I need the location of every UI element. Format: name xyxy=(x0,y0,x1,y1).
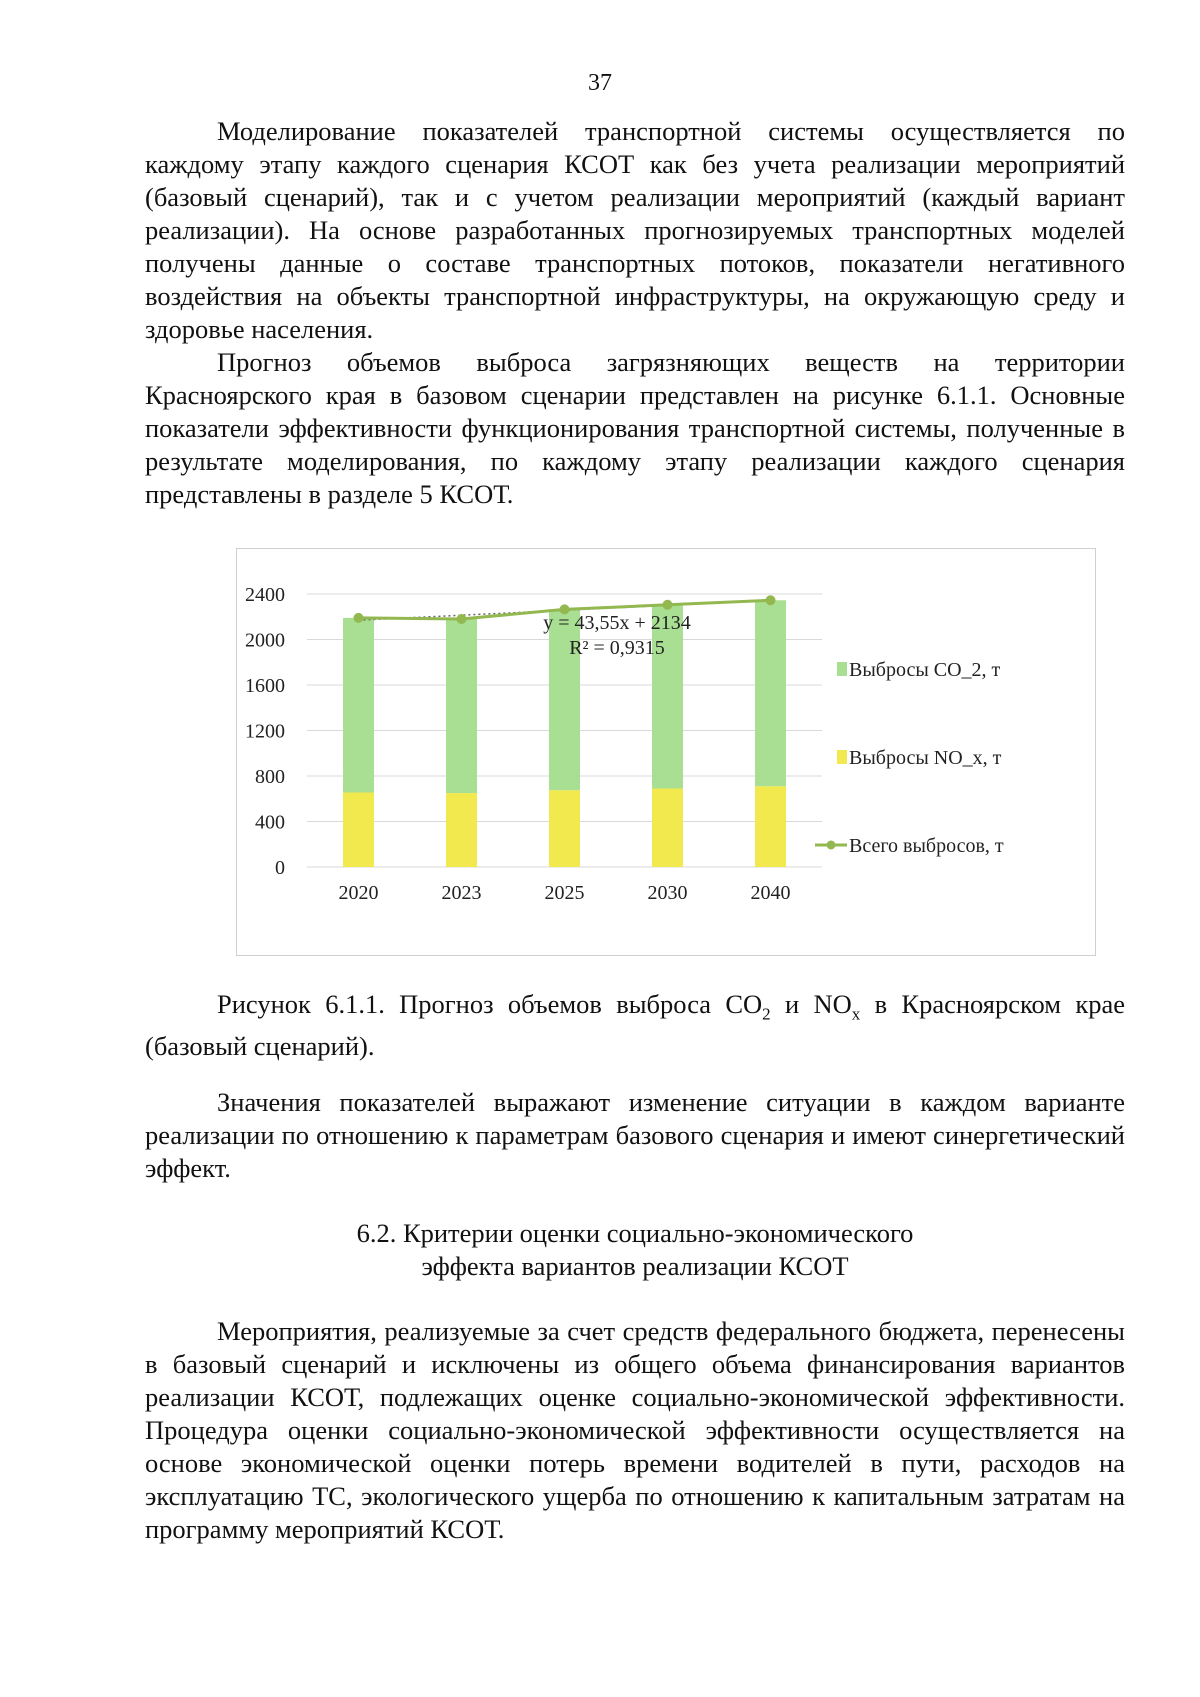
point-total-2030 xyxy=(663,600,673,610)
bar-nox-2023 xyxy=(446,793,477,867)
bar-nox-2030 xyxy=(652,789,683,867)
figure-caption xyxy=(145,988,1125,1063)
legend-swatch-marker xyxy=(827,841,836,850)
section-heading xyxy=(145,1217,1125,1283)
legend-label: Всего выбросов, т xyxy=(849,835,1004,857)
y-tick-label: 400 xyxy=(255,811,285,834)
point-total-2020 xyxy=(354,613,364,623)
trendline-r2: R² = 0,9315 xyxy=(569,637,665,659)
paragraph-forecast: Прогноз объемов выброса загрязняющих веществ на территории Красноярского края в базовом сценарии представлен на рисунке 6.1.1. Основные показатели эффективности функционирования транспортной системы, полученные в результате моделирования, по каждому этапу реализации каждого сценария представлены в разделе 5 КСОТ. xyxy=(145,347,1125,509)
caption-suffix: в Красноярском крае (базовый сценарий). xyxy=(145,989,1125,1062)
section-heading-line2: эффекта вариантов реализации КСОТ xyxy=(421,1251,849,1281)
bar-co2-2020 xyxy=(343,618,374,793)
x-tick-label: 2025 xyxy=(544,882,585,904)
x-tick-label: 2020 xyxy=(338,882,379,904)
legend-label: Выбросы NO_x, т xyxy=(849,747,1002,769)
paragraph-criteria: Мероприятия, реализуемые за счет средств федерального бюджета, перенесены в базовый сценарий и исключены из общего объема финансирования вариантов реализации КСОТ, подлежащих оценке социально-экономической эффективности. Процедура оценки социально-экономической эффективности осуществляется на основе экономической оценки потерь времени водителей в пути, расходов на эксплуатацию ТС, экологического ущерба по отношению к капитальным затратам на программу мероприятий КСОТ. xyxy=(145,1316,1125,1544)
x-tick-label: 2040 xyxy=(750,882,791,904)
y-tick-label: 800 xyxy=(255,766,285,788)
x-tick-label: 2030 xyxy=(647,882,688,904)
bar-co2-2040 xyxy=(755,600,786,786)
bar-nox-2020 xyxy=(343,792,374,867)
legend-label: Выбросы CO_2, т xyxy=(849,659,1001,681)
caption-co2-subscript: 2 xyxy=(762,1004,771,1024)
caption-mid: и NO xyxy=(770,989,852,1019)
paragraph-synergy: Значения показателей выражают изменение ситуации в каждом варианте реализации по отношению к параметрам базового сценария и имеют синергетический эффект. xyxy=(145,1087,1125,1183)
page-number: 37 xyxy=(588,70,612,96)
trendline-equation: y = 43,55x + 2134 xyxy=(543,612,691,634)
point-total-2040 xyxy=(766,595,776,605)
x-tick-label: 2023 xyxy=(441,882,482,904)
y-tick-label: 0 xyxy=(275,857,285,879)
caption-nox-subscript: x xyxy=(851,1004,861,1024)
emissions-chart xyxy=(236,548,1096,956)
y-tick-label: 2400 xyxy=(245,584,285,606)
bar-co2-2023 xyxy=(446,619,477,793)
bar-nox-2040 xyxy=(755,786,786,867)
legend-swatch xyxy=(837,662,847,676)
paragraph-modeling: Моделирование показателей транспортной системы осуществляется по каждому этапу каждого сценария КСОТ как без учета реализации мероприятий (базовый сценарий), так и с учетом реализации мероприятий (каждый вариант реализации). На основе разработанных прогнозируемых транспортных моделей получены данные о составе транспортных потоков, показатели негативного воздействия на объекты транспортной инфраструктуры, на окружающую среду и здоровье населения. xyxy=(145,116,1125,344)
intro-text xyxy=(145,115,1125,511)
legend-swatch xyxy=(837,750,847,764)
bar-nox-2025 xyxy=(549,790,580,867)
chart-canvas xyxy=(237,549,1094,954)
closing-text xyxy=(145,1315,1125,1546)
caption-prefix: Рисунок 6.1.1. Прогноз объемов выброса CO xyxy=(217,989,763,1019)
y-tick-label: 1200 xyxy=(245,720,285,743)
point-total-2023 xyxy=(457,614,467,624)
y-tick-label: 1600 xyxy=(245,675,285,697)
y-tick-label: 2000 xyxy=(245,629,285,652)
section-heading-line1: 6.2. Критерии оценки социально-экономического xyxy=(356,1218,914,1248)
after-figure-text xyxy=(145,1086,1125,1185)
